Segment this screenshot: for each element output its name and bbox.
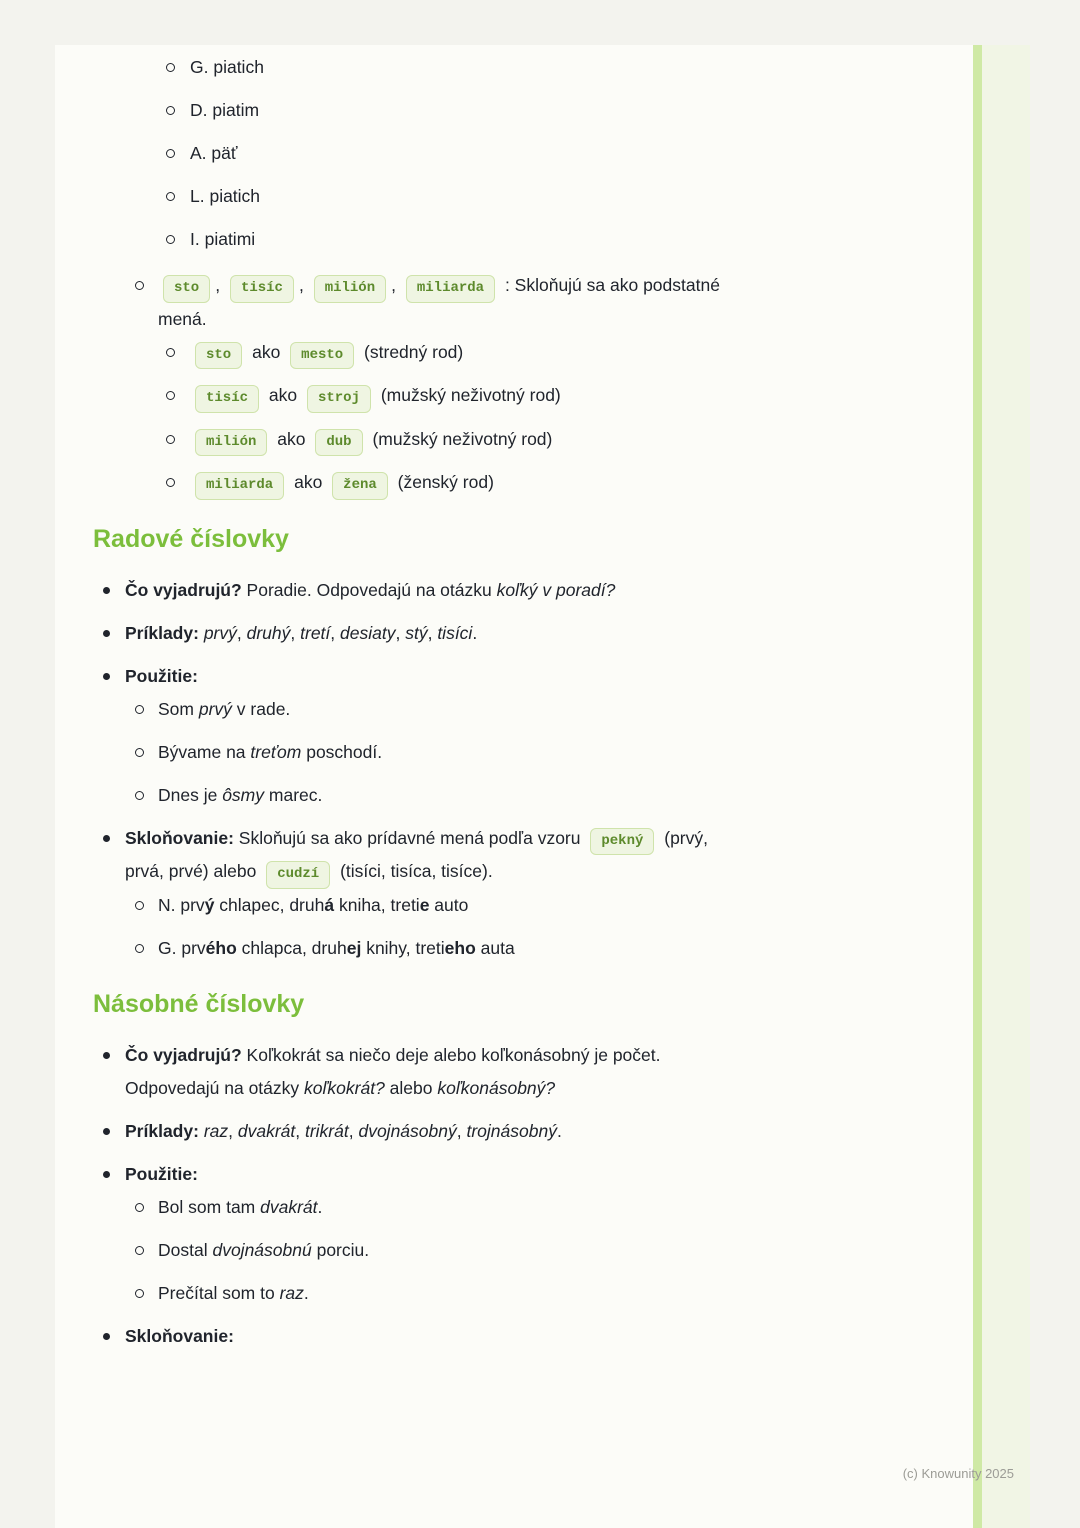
list-item <box>125 1234 823 1267</box>
text-run: , <box>395 622 406 643</box>
inline-code-chip: miliarda <box>406 275 495 303</box>
list-item <box>158 94 823 127</box>
list-item-hundreds <box>93 269 823 500</box>
list-item <box>125 736 823 769</box>
bullet-icon <box>103 835 110 842</box>
list-item-text <box>158 932 823 965</box>
text-run: chlapec, druh <box>214 894 325 915</box>
text-run: druhý <box>246 622 291 643</box>
list-item <box>158 180 823 213</box>
text-run: (tisíci, tisíca, tisíce). <box>335 861 493 881</box>
text-run: koľkonásobný? <box>437 1077 556 1098</box>
inline-code-chip: milión <box>314 275 386 303</box>
text-run: ý <box>204 894 215 915</box>
list-item-text <box>125 1115 823 1148</box>
text-run: knihy, treti <box>361 937 445 958</box>
text-run: , <box>215 275 225 295</box>
text-run: raz <box>279 1282 304 1303</box>
text-run: auta <box>475 937 515 958</box>
list-item <box>158 423 823 457</box>
inline-code-chip: tisíc <box>230 275 294 303</box>
list-item <box>158 466 823 500</box>
text-run: tisíci <box>437 622 473 643</box>
text-run: , <box>290 622 301 643</box>
text-run: . <box>472 622 478 643</box>
text-run: (mužský neživotný rod) <box>375 385 561 405</box>
bullet-icon <box>103 630 110 637</box>
circle-bullet-icon <box>166 63 175 72</box>
text-run: , <box>228 1120 238 1141</box>
text-run: , <box>391 275 401 295</box>
text-run: ej <box>346 937 362 958</box>
list-item <box>93 574 823 607</box>
text-run: , <box>298 275 309 295</box>
text-run: kniha, treti <box>334 894 420 915</box>
bullet-icon <box>103 1128 110 1135</box>
text-run: ako <box>289 472 328 492</box>
list-item-text <box>125 1320 823 1353</box>
text-run: trikrát <box>304 1120 349 1141</box>
list-item <box>125 779 823 812</box>
list-item-text <box>158 1234 823 1267</box>
circle-bullet-icon <box>166 348 175 357</box>
list-item-text <box>125 660 823 693</box>
text-run: prvá, prvé) alebo <box>125 861 262 881</box>
text-run: Skloňovanie: <box>125 1325 234 1346</box>
text-run: dvakrát <box>237 1120 296 1141</box>
circle-bullet-icon <box>135 705 144 714</box>
text-run: Prečítal som to <box>158 1282 280 1303</box>
content-card <box>55 45 1030 1528</box>
list-item <box>125 693 823 726</box>
circle-bullet-icon <box>166 391 175 400</box>
text-run: dvojnásobnú <box>212 1239 312 1260</box>
list-item <box>158 379 823 413</box>
circle-bullet-icon <box>166 435 175 444</box>
bullet-icon <box>103 1333 110 1340</box>
declension-examples-list <box>125 889 823 965</box>
list-item-text <box>190 466 823 500</box>
circle-bullet-icon <box>135 748 144 757</box>
list-item <box>125 932 823 965</box>
text-run: G. prv <box>158 937 206 958</box>
inline-code-chip: sto <box>163 275 210 303</box>
section-heading-radove: Radové číslovky <box>93 524 289 553</box>
text-run: treťom <box>250 741 302 762</box>
circle-bullet-icon <box>135 901 144 910</box>
list-item <box>158 137 823 170</box>
text-run: (ženský rod) <box>392 472 494 492</box>
text-run: mená. <box>158 308 207 329</box>
text-run: ako <box>247 341 286 362</box>
text-run: Čo vyjadrujú? <box>125 579 242 600</box>
list-item <box>93 1158 823 1310</box>
text-run: Bol som tam <box>158 1196 261 1217</box>
text-run: Použitie: <box>125 1163 198 1184</box>
inline-code-chip: miliarda <box>195 472 284 500</box>
list-item-text <box>125 617 823 650</box>
right-accent-bar <box>973 45 982 1528</box>
list-item <box>93 822 823 965</box>
text-run: stý <box>405 622 428 643</box>
bullet-icon <box>103 587 110 594</box>
text-run: ako <box>264 385 302 405</box>
list-item <box>158 336 823 370</box>
text-run: ého <box>205 937 237 958</box>
list-item-text <box>125 1039 823 1105</box>
text-run: eho <box>444 937 476 958</box>
list-item-text <box>158 779 823 812</box>
text-run: (prvý, <box>659 827 708 848</box>
text-run: ako <box>272 428 311 449</box>
list-item-text <box>158 269 823 336</box>
usage-examples-list <box>125 1191 823 1310</box>
copyright-text: (c) Knowunity 2025 <box>902 1466 1014 1481</box>
inline-code-chip: žena <box>332 472 388 500</box>
usage-examples-list <box>125 693 823 812</box>
text-run: . <box>303 1282 309 1303</box>
list-item <box>93 1115 823 1148</box>
bullet-icon <box>103 1052 110 1059</box>
text-run: ôsmy <box>222 784 265 805</box>
text-run: , <box>456 1120 467 1141</box>
circle-bullet-icon <box>166 149 175 158</box>
text-run: Použitie: <box>125 665 198 686</box>
text-run: Som <box>158 698 199 719</box>
circle-bullet-icon <box>135 791 144 800</box>
text-run: Poradie. Odpovedajú na otázku <box>241 579 497 600</box>
text-run: : Skloňujú sa ako podstatné <box>500 275 720 295</box>
text-run: koľký v poradí? <box>496 579 616 600</box>
text-run: chlapca, druh <box>236 937 347 958</box>
list-item <box>158 51 823 84</box>
inline-code-chip: dub <box>315 429 362 457</box>
text-run: , <box>330 622 341 643</box>
list-item-text: L. piatich <box>190 186 261 206</box>
bullet-icon <box>103 673 110 680</box>
circle-bullet-icon <box>135 944 144 953</box>
case-declension-list <box>158 51 823 256</box>
text-run: Koľkokrát sa niečo deje alebo koľkonásobný je počet. <box>241 1044 661 1065</box>
text-run: á <box>324 894 335 915</box>
list-item-text: I. piatimi <box>190 229 256 249</box>
text-run: , <box>236 622 247 643</box>
text-run: Dnes je <box>158 784 223 805</box>
document-content <box>55 45 823 1353</box>
text-run: e <box>419 894 430 915</box>
circle-bullet-icon <box>166 106 175 115</box>
list-item <box>125 1277 823 1310</box>
list-item-text <box>125 1158 823 1191</box>
text-run: marec. <box>264 784 323 805</box>
text-run: porciu. <box>311 1239 370 1260</box>
inline-code-chip: milión <box>195 429 267 457</box>
list-item-text <box>190 423 823 457</box>
circle-bullet-icon <box>166 478 175 487</box>
list-item-text <box>190 379 823 413</box>
text-run: Skloňovanie: <box>125 827 234 848</box>
text-run: Dostal <box>158 1239 213 1260</box>
text-run: desiaty <box>340 622 396 643</box>
list-item-text <box>158 889 823 922</box>
inline-code-chip: pekný <box>590 828 654 856</box>
list-item <box>125 1191 823 1224</box>
text-run: koľkokrát? <box>304 1077 385 1098</box>
circle-bullet-icon <box>135 1203 144 1212</box>
list-item-text: G. piatich <box>190 57 264 77</box>
list-item <box>93 1039 823 1105</box>
list-item-text <box>158 736 823 769</box>
inline-code-chip: sto <box>195 342 242 370</box>
inline-code-chip: tisíc <box>195 385 259 413</box>
list-item <box>93 617 823 650</box>
text-run: Príklady: <box>125 1120 199 1141</box>
text-run: Príklady: <box>125 622 199 643</box>
list-item <box>125 889 823 922</box>
list-item-text <box>158 1277 823 1310</box>
list-item-text <box>158 693 823 726</box>
text-run: , <box>348 1120 359 1141</box>
circle-bullet-icon <box>135 1289 144 1298</box>
inline-code-chip: mesto <box>290 342 354 370</box>
list-item-text <box>125 822 823 889</box>
text-run: prvý <box>203 622 237 643</box>
circle-bullet-icon <box>166 192 175 201</box>
circle-bullet-icon <box>135 1246 144 1255</box>
text-run: (mužský neživotný rod) <box>367 428 553 449</box>
list-item-text <box>125 574 823 607</box>
list-item-text <box>190 336 823 370</box>
text-run: Bývame na <box>158 741 251 762</box>
list-item-text: D. piatim <box>190 100 260 120</box>
circle-bullet-icon <box>135 281 144 290</box>
text-run: prvý <box>198 698 232 719</box>
text-run: (stredný rod) <box>359 341 464 362</box>
inline-code-chip: cudzí <box>266 861 330 889</box>
text-run: . <box>317 1196 323 1217</box>
text-run: trojnásobný <box>466 1120 557 1141</box>
text-run: , <box>295 1120 305 1141</box>
text-run: tretí <box>300 622 331 643</box>
text-run: raz <box>203 1120 229 1141</box>
text-run: . <box>556 1120 562 1141</box>
list-item-text <box>158 1191 823 1224</box>
bullet-icon <box>103 1171 110 1178</box>
list-item <box>158 223 823 256</box>
list-item-text: A. päť <box>190 143 238 163</box>
text-run: Odpovedajú na otázky <box>125 1077 305 1098</box>
text-run: N. prv <box>158 894 205 915</box>
text-run: , <box>427 622 438 643</box>
inline-code-chip: stroj <box>307 385 371 413</box>
hundreds-examples-list <box>158 336 823 500</box>
text-run: auto <box>429 894 469 915</box>
text-run: poschodí. <box>301 741 383 762</box>
text-run: dvakrát <box>260 1196 318 1217</box>
list-item <box>93 660 823 812</box>
text-run: Skloňujú sa ako prídavné mená podľa vzoru <box>233 827 586 848</box>
text-run: dvojnásobný <box>358 1120 457 1141</box>
right-margin-strip <box>982 45 1030 1528</box>
section-heading-nasobne: Násobné číslovky <box>93 989 305 1018</box>
text-run: v rade. <box>231 698 291 719</box>
circle-bullet-icon <box>166 235 175 244</box>
text-run: alebo <box>384 1077 438 1098</box>
list-item <box>93 1320 823 1353</box>
text-run: Čo vyjadrujú? <box>125 1044 242 1065</box>
